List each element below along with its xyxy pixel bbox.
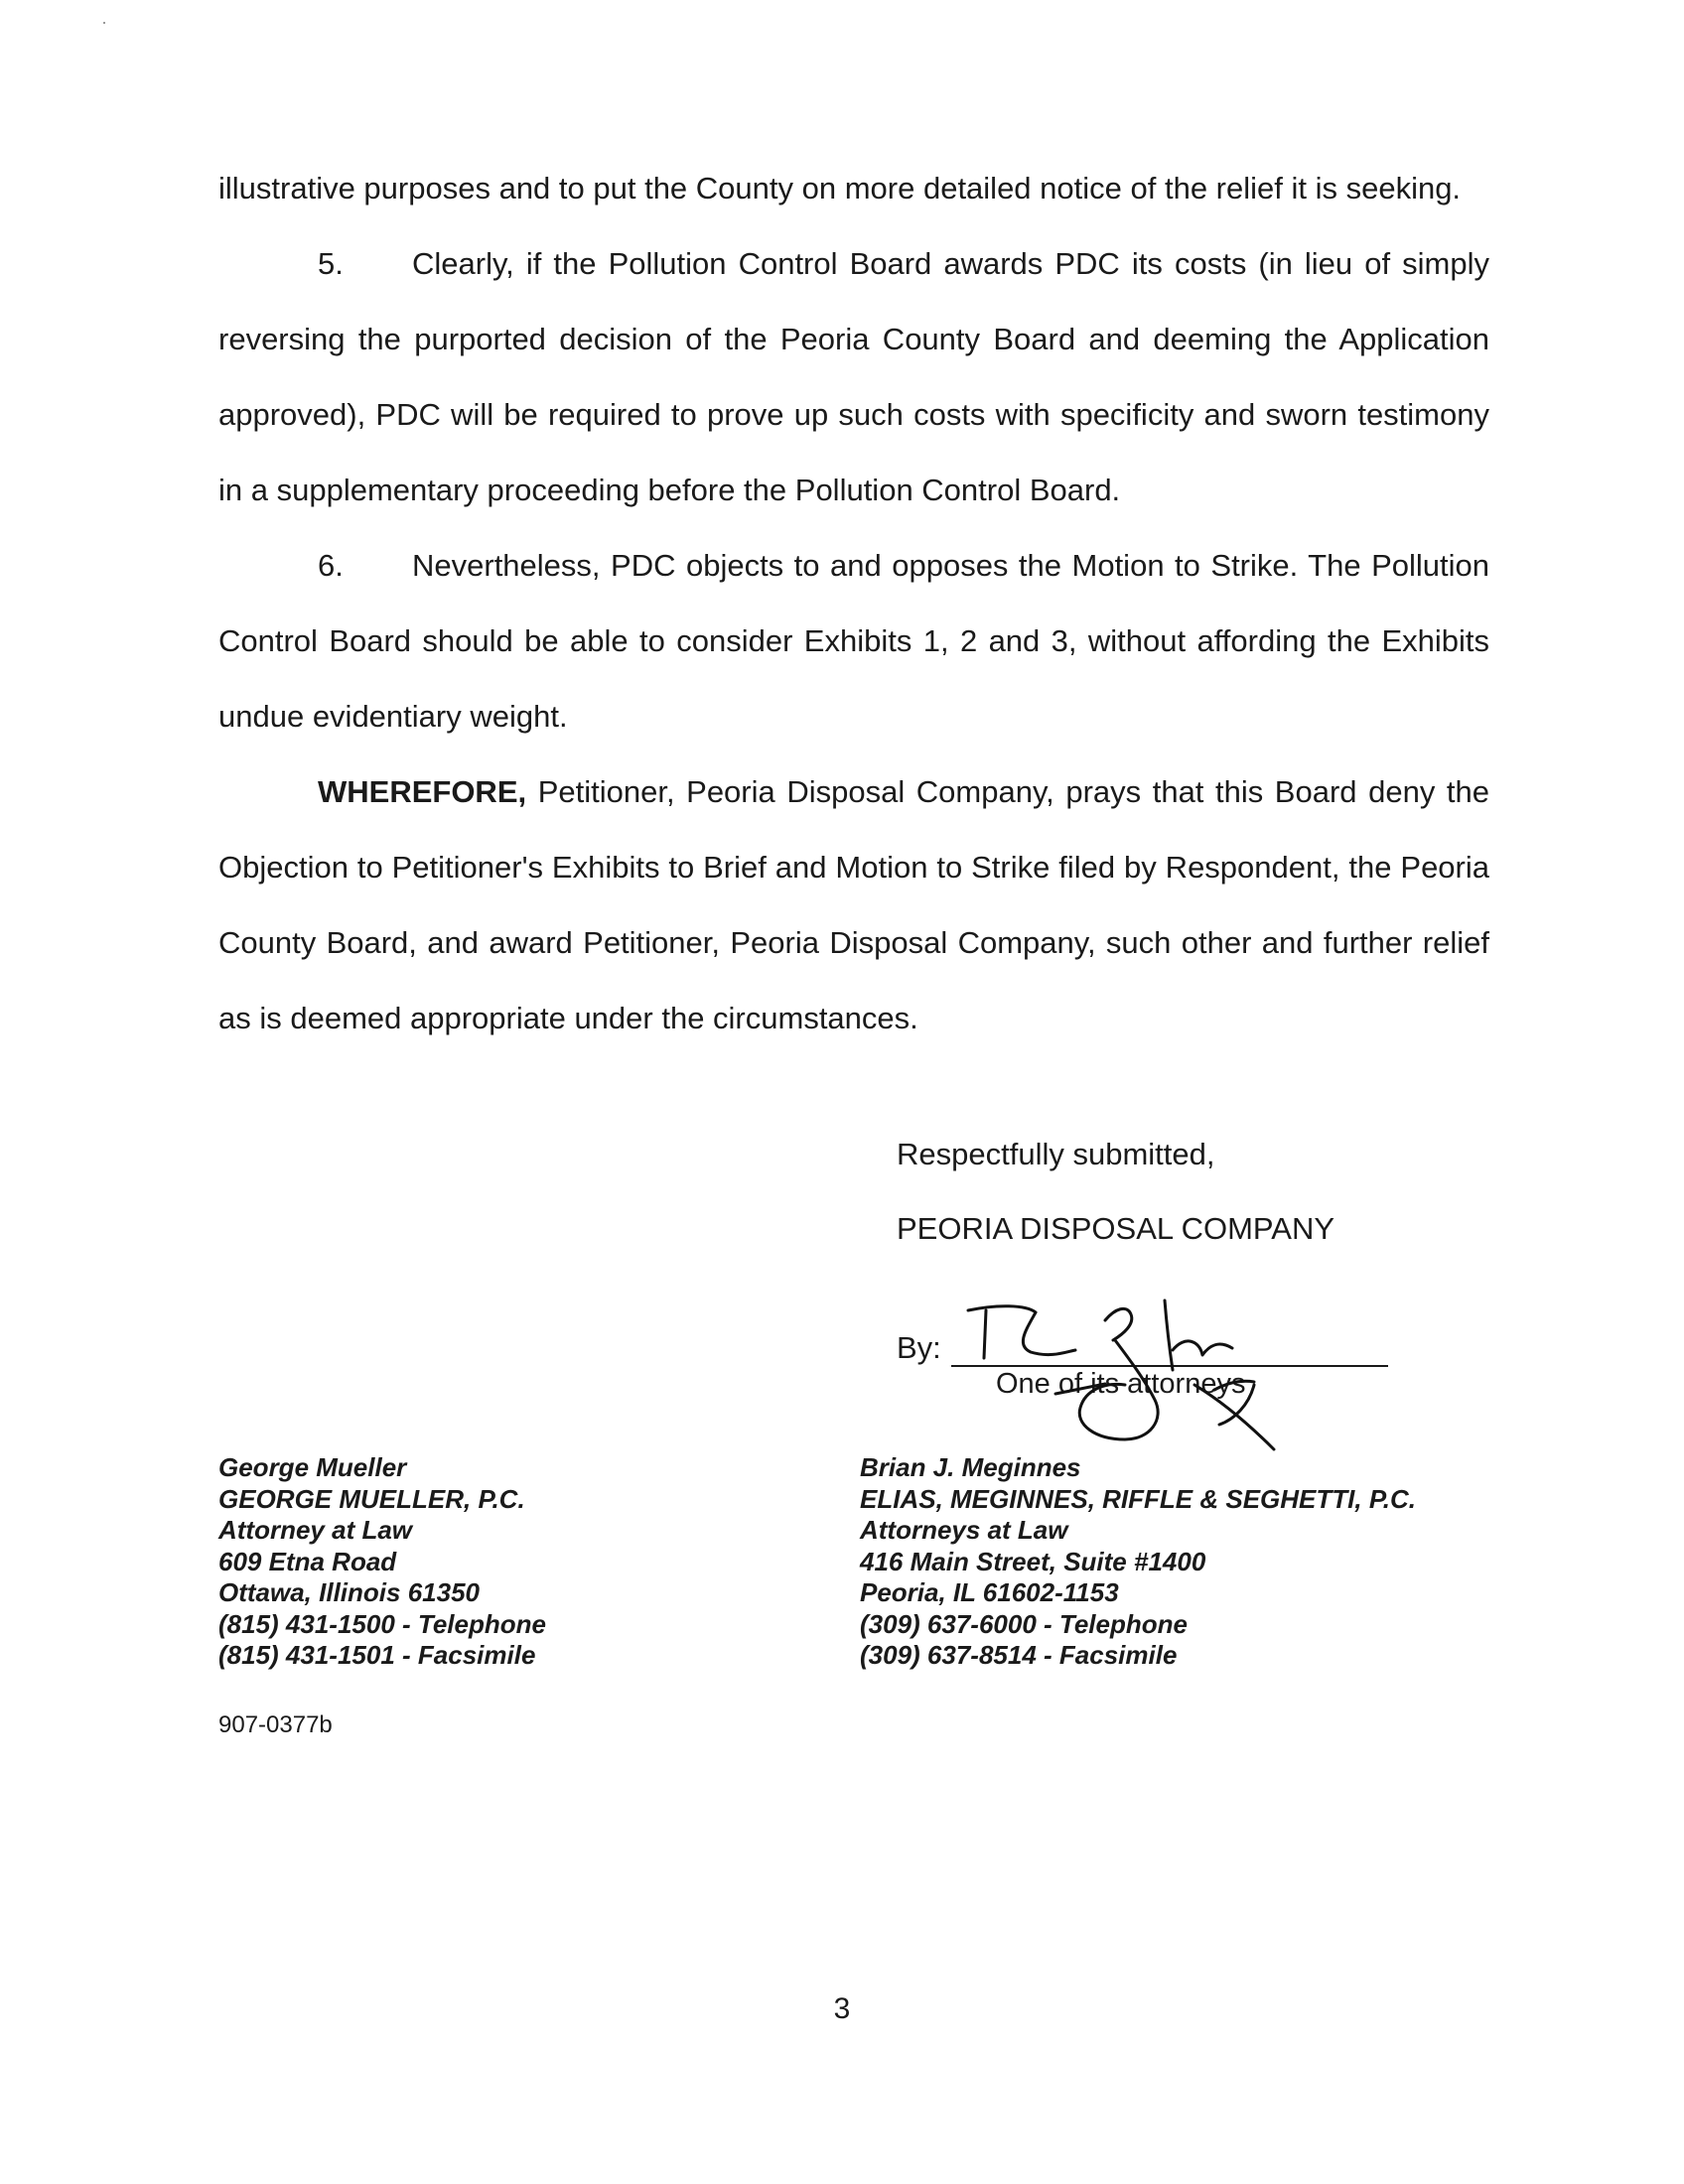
address-line: George Mueller <box>218 1452 407 1482</box>
attorney-left-address <box>218 1452 546 1672</box>
paragraph-5-text: Clearly, if the Pollution Control Board awards PDC its costs (in lieu of simply reversing the purported decision of the Peoria County Board and deeming the Application approved), PDC will be required to prove up such costs with specificity and sworn testimony in a supplementary proceeding before the Pollution Control Board. <box>218 246 1489 507</box>
attorney-right-address <box>860 1452 1416 1672</box>
address-line: (815) 431-1501 - Facsimile <box>218 1640 536 1670</box>
by-label: By: <box>897 1330 941 1365</box>
address-line: 416 Main Street, Suite #1400 <box>860 1546 1206 1576</box>
signature-line <box>897 1291 1393 1459</box>
address-line: GEORGE MUELLER, P.C. <box>218 1483 525 1514</box>
address-line: (309) 637-6000 - Telephone <box>860 1608 1188 1639</box>
address-line: Brian J. Meginnes <box>860 1452 1081 1482</box>
address-line: 609 Etna Road <box>218 1546 397 1576</box>
paragraph-continuation: illustrative purposes and to put the County on more detailed notice of the relief it is seeking. <box>218 171 1462 205</box>
address-line: Attorney at Law <box>218 1515 413 1545</box>
signature-caption: One of its attorneys <box>996 1368 1246 1400</box>
paragraph-6-text: Nevertheless, PDC objects to and opposes the Motion to Strike. The Pollution Control Board should be able to consider Exhibits 1, 2 and 3, without affording the Exhibits undue evidentiary weight. <box>218 548 1489 734</box>
paragraph-wherefore <box>218 754 1489 1056</box>
paragraph-6-number: 6. <box>318 548 344 583</box>
paragraph-6 <box>218 528 1489 754</box>
document-code: 907-0377b <box>218 1711 333 1738</box>
address-line: Peoria, IL 61602-1153 <box>860 1577 1119 1607</box>
address-line: Attorneys at Law <box>860 1515 1068 1545</box>
wherefore-lead: WHEREFORE, <box>318 774 527 809</box>
body-text <box>218 151 1489 1056</box>
address-line: ELIAS, MEGINNES, RIFFLE & SEGHETTI, P.C. <box>860 1483 1417 1514</box>
paragraph-5-number: 5. <box>318 246 344 281</box>
company-name: PEORIA DISPOSAL COMPANY <box>897 1211 1335 1246</box>
closing-text: Respectfully submitted, <box>897 1137 1215 1171</box>
page-number: 3 <box>833 1992 851 2025</box>
address-line: Ottawa, Illinois 61350 <box>218 1577 480 1607</box>
handwritten-signature <box>956 1291 1294 1459</box>
scan-speck <box>103 22 105 24</box>
wherefore-text: Petitioner, Peoria Disposal Company, prays that this Board deny the Objection to Petitioner's Exhibits to Brief and Motion to Strike filed by Respondent, the Peoria County Board, and award Petitioner, Peoria Disposal Company, such other and further relief as is deemed appropriate under the circumstances. <box>218 774 1489 1035</box>
address-line: (309) 637-8514 - Facsimile <box>860 1640 1178 1670</box>
paragraph-5 <box>218 226 1489 528</box>
address-line: (815) 431-1500 - Telephone <box>218 1608 546 1639</box>
